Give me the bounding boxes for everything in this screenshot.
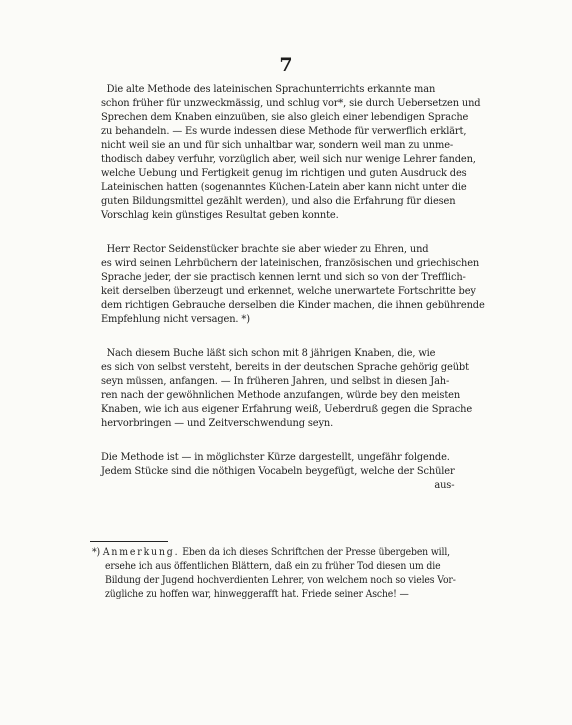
text-line: guten Bildungsmittel gezählt werden), und also die Erfahrung für diesen [101,195,456,207]
text-line: schon früher für unzweckmässig, und schlug vor*, sie durch Uebersetzen und [101,97,481,109]
catchword: aus- [434,479,455,491]
paragraph-2 [101,242,485,326]
footnote-divider [90,541,168,542]
text-line: seyn müssen, anfangen. — In früheren Jahren, und selbst in diesen Jah- [101,375,450,387]
text-line: Sprache jeder, der sie practisch kennen lernt und sich so von der Trefflich- [101,271,466,283]
footnote-line: Bildung der Jugend hochverdienten Lehrer, von welchem noch so vieles Vor- [105,575,456,586]
text-line: keit derselben überzeugt und erkennet, welche unerwartete Fortschritte bey [101,285,476,297]
footnote [92,546,486,602]
paragraph-1 [101,82,485,222]
body-text [101,82,485,512]
text-line: Die Methode ist — in möglichster Kürze dargestellt, ungefähr folgende. [101,451,450,463]
page-number: 7 [279,54,293,76]
text-line: Herr Rector Seidenstücker brachte sie aber wieder zu Ehren, und [106,243,429,255]
footnote-text: Eben da ich dieses Schriftchen der Presse übergeben will, [182,547,451,558]
text-line: dem richtigen Gebrauche derselben die Kinder machen, die ihnen gebührende [101,299,485,311]
text-line: Vorschlag kein günstiges Resultat geben konnte. [101,209,339,221]
text-line: zu behandeln. — Es wurde indessen diese Methode für verwerflich erklärt, [101,125,467,137]
text-line: hervorbringen — und Zeitverschwendung seyn. [101,417,334,429]
text-line: es sich von selbst versteht, bereits in der deutschen Sprache gehörig geübt [101,361,469,373]
text-line: Knaben, wie ich aus eigener Erfahrung weiß, Ueberdruß gegen die Sprache [101,403,473,415]
footnote-line: ersehe ich aus öffentlichen Blättern, daß ein zu früher Tod diesen um die [105,561,441,572]
text-line: Sprechen dem Knaben einzuüben, sie also gleich einer lebendigen Sprache [101,111,469,123]
text-line: welche Uebung und Fertigkeit genug im richtigen und guten Ausdruck des [101,167,467,179]
text-line: ren nach der gewöhnlichen Methode anzufangen, würde bey den meisten [101,389,461,401]
text-line: es wird seinen Lehrbüchern der lateinischen, französischen und griechischen [101,257,480,269]
text-line: thodisch dabey verfuhr, vorzüglich aber, weil sich nur wenige Lehrer fanden, [101,153,476,165]
paragraph-3 [101,346,485,430]
text-line: Die alte Methode des lateinischen Sprachunterrichts erkannte man [106,83,436,95]
paragraph-4 [101,450,485,492]
footnote-line: zügliche zu hoffen war, hinweggerafft hat. Friede seiner Asche! — [105,589,409,600]
text-line: Lateinischen hatten (sogenanntes Küchen-Latein aber kann nicht unter die [101,181,467,193]
text-line: Empfehlung nicht versagen. *) [101,313,250,325]
text-line: Jedem Stücke sind die nöthigen Vocabeln beygefügt, welche der Schüler [101,465,455,477]
footnote-line-1: *) Anmerkung. Eben da ich dieses Schriftchen der Presse übergeben will, [92,547,451,558]
footnote-label: Anmerkung. [102,547,180,558]
text-line: Nach diesem Buche läßt sich schon mit 8 jährigen Knaben, die, wie [106,347,436,359]
text-line: nicht weil sie an und für sich unhaltbar war, sondern weil man zu unme- [101,139,454,151]
